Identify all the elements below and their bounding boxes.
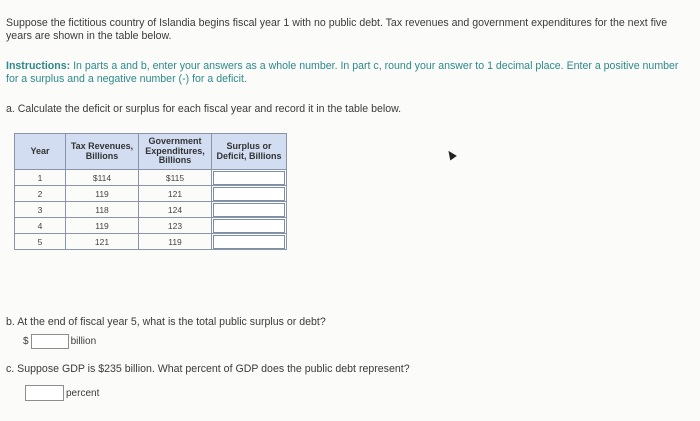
year-cell: 1 [15, 170, 66, 186]
surplus-input-year-3[interactable] [213, 203, 285, 217]
part-c-question: c. Suppose GDP is $235 billion. What percent of GDP does the public debt represent? [6, 363, 410, 375]
problem-intro: Suppose the fictitious country of Islandia begins fiscal year 1 with no public debt. Tax revenues and government expenditures for the next five years are shown in the table below. [6, 17, 668, 42]
surplus-input-year-5[interactable] [213, 235, 285, 249]
surplus-input-cell [212, 234, 287, 250]
expenditure-cell: 119 [139, 234, 212, 250]
gdp-percent-input[interactable] [25, 385, 64, 401]
year-cell: 2 [15, 186, 66, 202]
table-header-row [15, 134, 287, 170]
header-surplus-deficit: Surplus or Deficit, Billions [212, 134, 287, 170]
header-year: Year [15, 134, 66, 170]
tax-cell: 119 [66, 218, 139, 234]
surplus-input-year-2[interactable] [213, 187, 285, 201]
instructions-text: In parts a and b, enter your answers as a whole number. In part c, round your answer to 1 decimal place. Enter a positive number for a surplus and a negative number (-) for a deficit. [6, 60, 679, 85]
header-gov-expenditures: Government Expenditures, Billions [139, 134, 212, 170]
percent-unit: percent [66, 387, 100, 399]
surplus-input-cell [212, 186, 287, 202]
table-row [15, 234, 287, 250]
year-cell: 5 [15, 234, 66, 250]
fiscal-table [14, 133, 287, 250]
part-a-question: a. Calculate the deficit or surplus for each fiscal year and record it in the table below. [6, 103, 402, 115]
dollar-prefix: $ [23, 336, 29, 347]
table-row [15, 186, 287, 202]
surplus-input-cell [212, 202, 287, 218]
expenditure-cell: 121 [139, 186, 212, 202]
total-debt-input[interactable] [31, 334, 69, 349]
tax-cell: 119 [66, 186, 139, 202]
surplus-input-cell [212, 170, 287, 186]
surplus-input-year-4[interactable] [213, 219, 285, 233]
part-c-answer-row [25, 385, 99, 401]
instructions [6, 60, 691, 86]
billion-unit: billion [70, 336, 97, 347]
header-tax-revenues: Tax Revenues, Billions [66, 134, 139, 170]
mouse-cursor-icon [445, 149, 457, 161]
table-row [15, 218, 287, 234]
instructions-label: Instructions: [6, 60, 71, 72]
tax-cell: $114 [66, 170, 139, 186]
part-b-question: b. At the end of fiscal year 5, what is the total public surplus or debt? [6, 316, 326, 328]
expenditure-cell: 124 [139, 202, 212, 218]
expenditure-cell: 123 [139, 218, 212, 234]
expenditure-cell: $115 [139, 170, 212, 186]
tax-cell: 118 [66, 202, 139, 218]
year-cell: 4 [15, 218, 66, 234]
part-b-answer-row [23, 334, 96, 349]
table-row [15, 202, 287, 218]
tax-cell: 121 [66, 234, 139, 250]
year-cell: 3 [15, 202, 66, 218]
surplus-input-cell [212, 218, 287, 234]
table-row [15, 170, 287, 186]
surplus-input-year-1[interactable] [213, 171, 285, 185]
